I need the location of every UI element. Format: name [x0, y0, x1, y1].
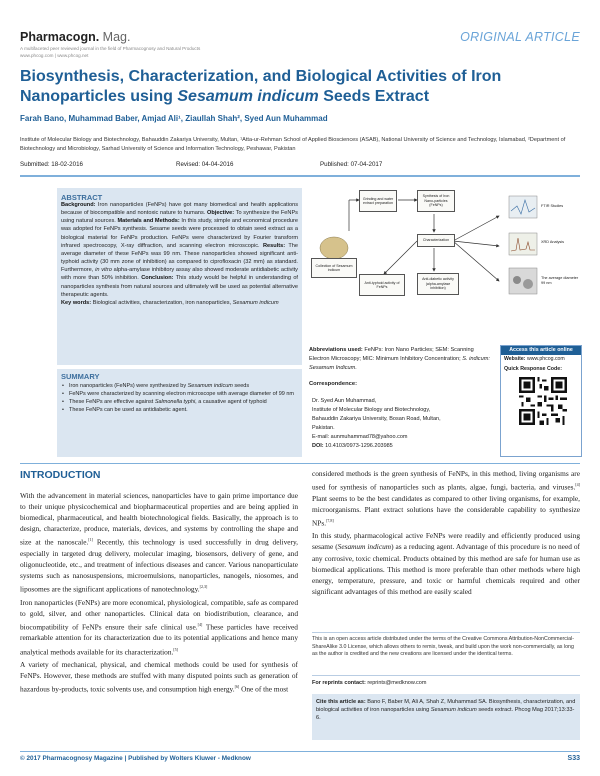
abbreviations: Abbreviations used: FeNPs: Iron Nano Particles; SEM: Scanning Electron Microscopy; MIC: Minimum Inhibitory Concentration; S. indicum: Sesamum Indicum. — [309, 347, 490, 371]
paragraph: With the advancement in material sciences, nanoparticles have to gain prime importance due to their unique physicochemical and biopharmaceutical properties and are being applied in biomedical, pharmaceutical, and health biotechnological fields. Basically, the approach is to design, characterize, produce, materials, devices, and systems by controlling the shape and size at the nanoscale.[1] Recently, this technology is used successfully in drug delivery, especially in targeted drug delivery, molecular imaging, biosensors, delivery of gene, and oligonucleotide, etc., and treatment of infectious diseases and cancer. Various nanoparticulate systems such as nanosuspensions, microemulsions, nanoparticles, nanogels, niosomes, and liposomes are the significant applications of nanotechnology.[2,3] — [20, 491, 298, 594]
corr-line: Institute of Molecular Biology and Biotechnology, — [312, 406, 431, 413]
article-title: Biosynthesis, Characterization, and Biological Activities of Iron Nanoparticles using Sesamum indicum Seeds Extract — [20, 68, 502, 105]
author-list: Farah Bano, Muhammad Baber, Amjad Ali¹, Ziaullah Shah², Syed Aun Muhammad — [20, 114, 328, 123]
summary-item: • These FeNPs are effective against Salmonella typhi, a causative agent of typhoid — [61, 398, 297, 406]
corr-doi[interactable]: DOI: 10.4103/0973-1296.203985 — [312, 442, 393, 449]
access-online-box — [500, 345, 582, 457]
abstract-heading: ABSTRACT — [61, 193, 103, 202]
journal-subtitle: A multifaceted peer reviewed journal in the field of Pharmacognosy and Natural Products — [20, 46, 201, 51]
cite-box: Cite this article as: Bano F, Baber M, Ali A, Shah Z, Muhammad SA. Biosynthesis, characterization, and biological activities of iron nanoparticles using Sesamum indicum seeds extract. Phcog Mag 2017;13:33-6. — [312, 694, 580, 740]
article-type: ORIGINAL ARTICLE — [460, 30, 580, 44]
page-number: S33 — [567, 755, 580, 762]
body-column-left — [20, 490, 298, 697]
summary-list — [61, 382, 297, 414]
journal-mag: Mag. — [102, 30, 131, 44]
qr-label: Quick Response Code: — [504, 366, 562, 372]
summary-item: • FeNPs were characterized by scanning electron microscope with average diameter of 99 nm — [61, 390, 297, 398]
antityphoid-box: Anti-typhoid activity of FeNPs — [359, 274, 405, 296]
qr-code-icon[interactable] — [519, 377, 567, 425]
characterization-box: Characterization — [417, 234, 455, 247]
abstract-text: Background: Iron nanoparticles (FeNPs) have got many biomedical and health applications because of biocompatible and nontoxic nature to humans. Objective: To synthesize the FeNPs using natural sources. Materials and Methods: In this study, simple and economical procedure was adopted for FeNPs synthesis. Sesame seeds were processed to obtain seed extract as a biological material for FeNPs production. FeNPs were characterized by Fourier transform infrared spectroscopy, X-ray diffraction, and scanning electron microscopic. Results: The average diameter of these FeNPs was 99 nm. These nanoparticles showed significant anti-typhoid activity (30 mm zone of inhibition) as compared to ciprofloxacin (32 mm) as standard. Furthermore, in vitro alpha-amylase inhibitory assay also showed moderate antidiabetic activity with more than 50% inhibition. Conclusion: This study would be helpful in understanding of nanoparticles synthesis from natural sources and ultimately will be used as potential alternative therapeutic agents. Key words: Biological activities, characterization, iron nanoparticles, Sesamum indicum — [61, 202, 298, 306]
header-divider — [20, 175, 580, 177]
xrd-label: XRD Analysis — [541, 240, 564, 244]
correspondence-heading: Correspondence: — [309, 381, 357, 387]
revised-date: Revised: 04-04-2016 — [176, 161, 234, 168]
collection-box: Collection of Sesamum indicum — [311, 258, 357, 278]
avg-size-label: The average diameter 99 nm — [541, 276, 579, 285]
footer-divider — [20, 751, 580, 752]
corr-line: Bahauddin Zakariya University, Bosan Road, Multan, — [312, 415, 441, 422]
corr-email[interactable]: E-mail: aunmuhammad78@yahoo.com — [312, 433, 408, 440]
summary-item: • These FeNPs can be used as antidiabetic agent. — [61, 406, 297, 414]
paragraph: considered methods is the green synthesis of FeNPs, in this method, living organisms are used for synthesis of nanoparticles such as plants, algae, fungi, bacteria, and viruses.[4] Plant seems to be the best candidates as compared to other living organisms, for example, microorganisms. Plant extract solutions have the considerable capability to synthesize NPs.[7,8] — [312, 469, 580, 528]
body-column-right — [312, 468, 580, 599]
footer-copyright: © 2017 Pharmacognosy Magazine | Published by Wolters Kluwer - Medknow — [20, 755, 251, 762]
reprints-contact[interactable]: For reprints contact: reprints@medknow.com — [312, 675, 580, 686]
graphical-abstract — [309, 186, 581, 336]
paragraph: A variety of mechanical, physical, and chemical methods could be used for synthesis of FeNPs. However, these methods are stuffed with many disputed points such as generation of hazardous by-products, toxic solvents use, and consumption high energy.[6] One of the most — [20, 660, 298, 694]
submitted-date: Submitted: 18-02-2016 — [20, 161, 83, 168]
journal-name: Pharmacogn. Mag. — [20, 30, 131, 44]
journal-website[interactable]: www.phcog.com | www.phcog.net — [20, 53, 89, 58]
affiliations: Institute of Molecular Biology and Biotechnology, Bahauddin Zakariya University, Multan, ¹Atta-ur-Rehman School of Applied Biosciences (ASAB), National University of Science and Technology, Islamabad, ²Department of Biotechnology and Microbiology, Sarhad University of Science and Information Technology, Peshawar, Pakistan — [20, 137, 566, 152]
correspondence-block — [312, 397, 492, 450]
introduction-heading: INTRODUCTION — [20, 469, 101, 481]
license-notice: This is an open access article distributed under the terms of the Creative Commons Attribution-NonCommercial-ShareAlike 3.0 License, which allows others to remix, tweak, and build upon the work non-commercially, as long as the author is credited and the new creations are licensed under the identical terms. — [312, 632, 580, 659]
section-divider — [20, 463, 580, 464]
summary-panel — [57, 369, 302, 457]
abstract-panel — [57, 188, 302, 365]
synthesis-box: Synthesis of Iron Nano-particles (FeNPs) — [417, 190, 455, 212]
paragraph: In this study, pharmacological active FeNPs were readily and efficiently produced using sesame (Sesamum indicum) as a reducing agent. Advantage of this procedure is no need of any corrosive, toxic chemical. Products obtained by this method are safe for human use as biomedical applications. This method is more preferable than other methods where high energy, temperature, pressure, and toxic or harmful chemicals required and other significant advantages of this method are easily scaled — [312, 531, 580, 596]
antidiabetic-box: Anti-diabetic activity (alpha-amylase inhibition) — [417, 273, 459, 295]
access-website[interactable]: Website: www.phcog.com — [504, 356, 565, 362]
access-heading: Access this article online — [501, 346, 581, 355]
summary-item: • Iron nanoparticles (FeNPs) were synthesized by Sesamum indicum seeds — [61, 382, 297, 390]
ftir-label: FTIR Studies — [541, 204, 564, 208]
corr-line: Pakistan. — [312, 424, 335, 431]
corr-name: Dr. Syed Aun Muhammad, — [312, 398, 377, 404]
summary-heading: SUMMARY — [61, 372, 100, 381]
published-date: Published: 07-04-2017 — [320, 161, 383, 168]
grinding-box: Grinding and water extract preparation — [359, 190, 397, 212]
paragraph: Iron nanoparticles (FeNPs) are more economical, physiological, compatible, safe as compared to gold, silver, and other nanoparticles. Clinical data on biodistribution, clearance, and biocompatibility of FeNPs ensure their safe clinical use.[4] These particles have received remarkable attention for its characterization due to its potential applications and hence many analytical methods available for its characterization.[5] — [20, 597, 298, 656]
